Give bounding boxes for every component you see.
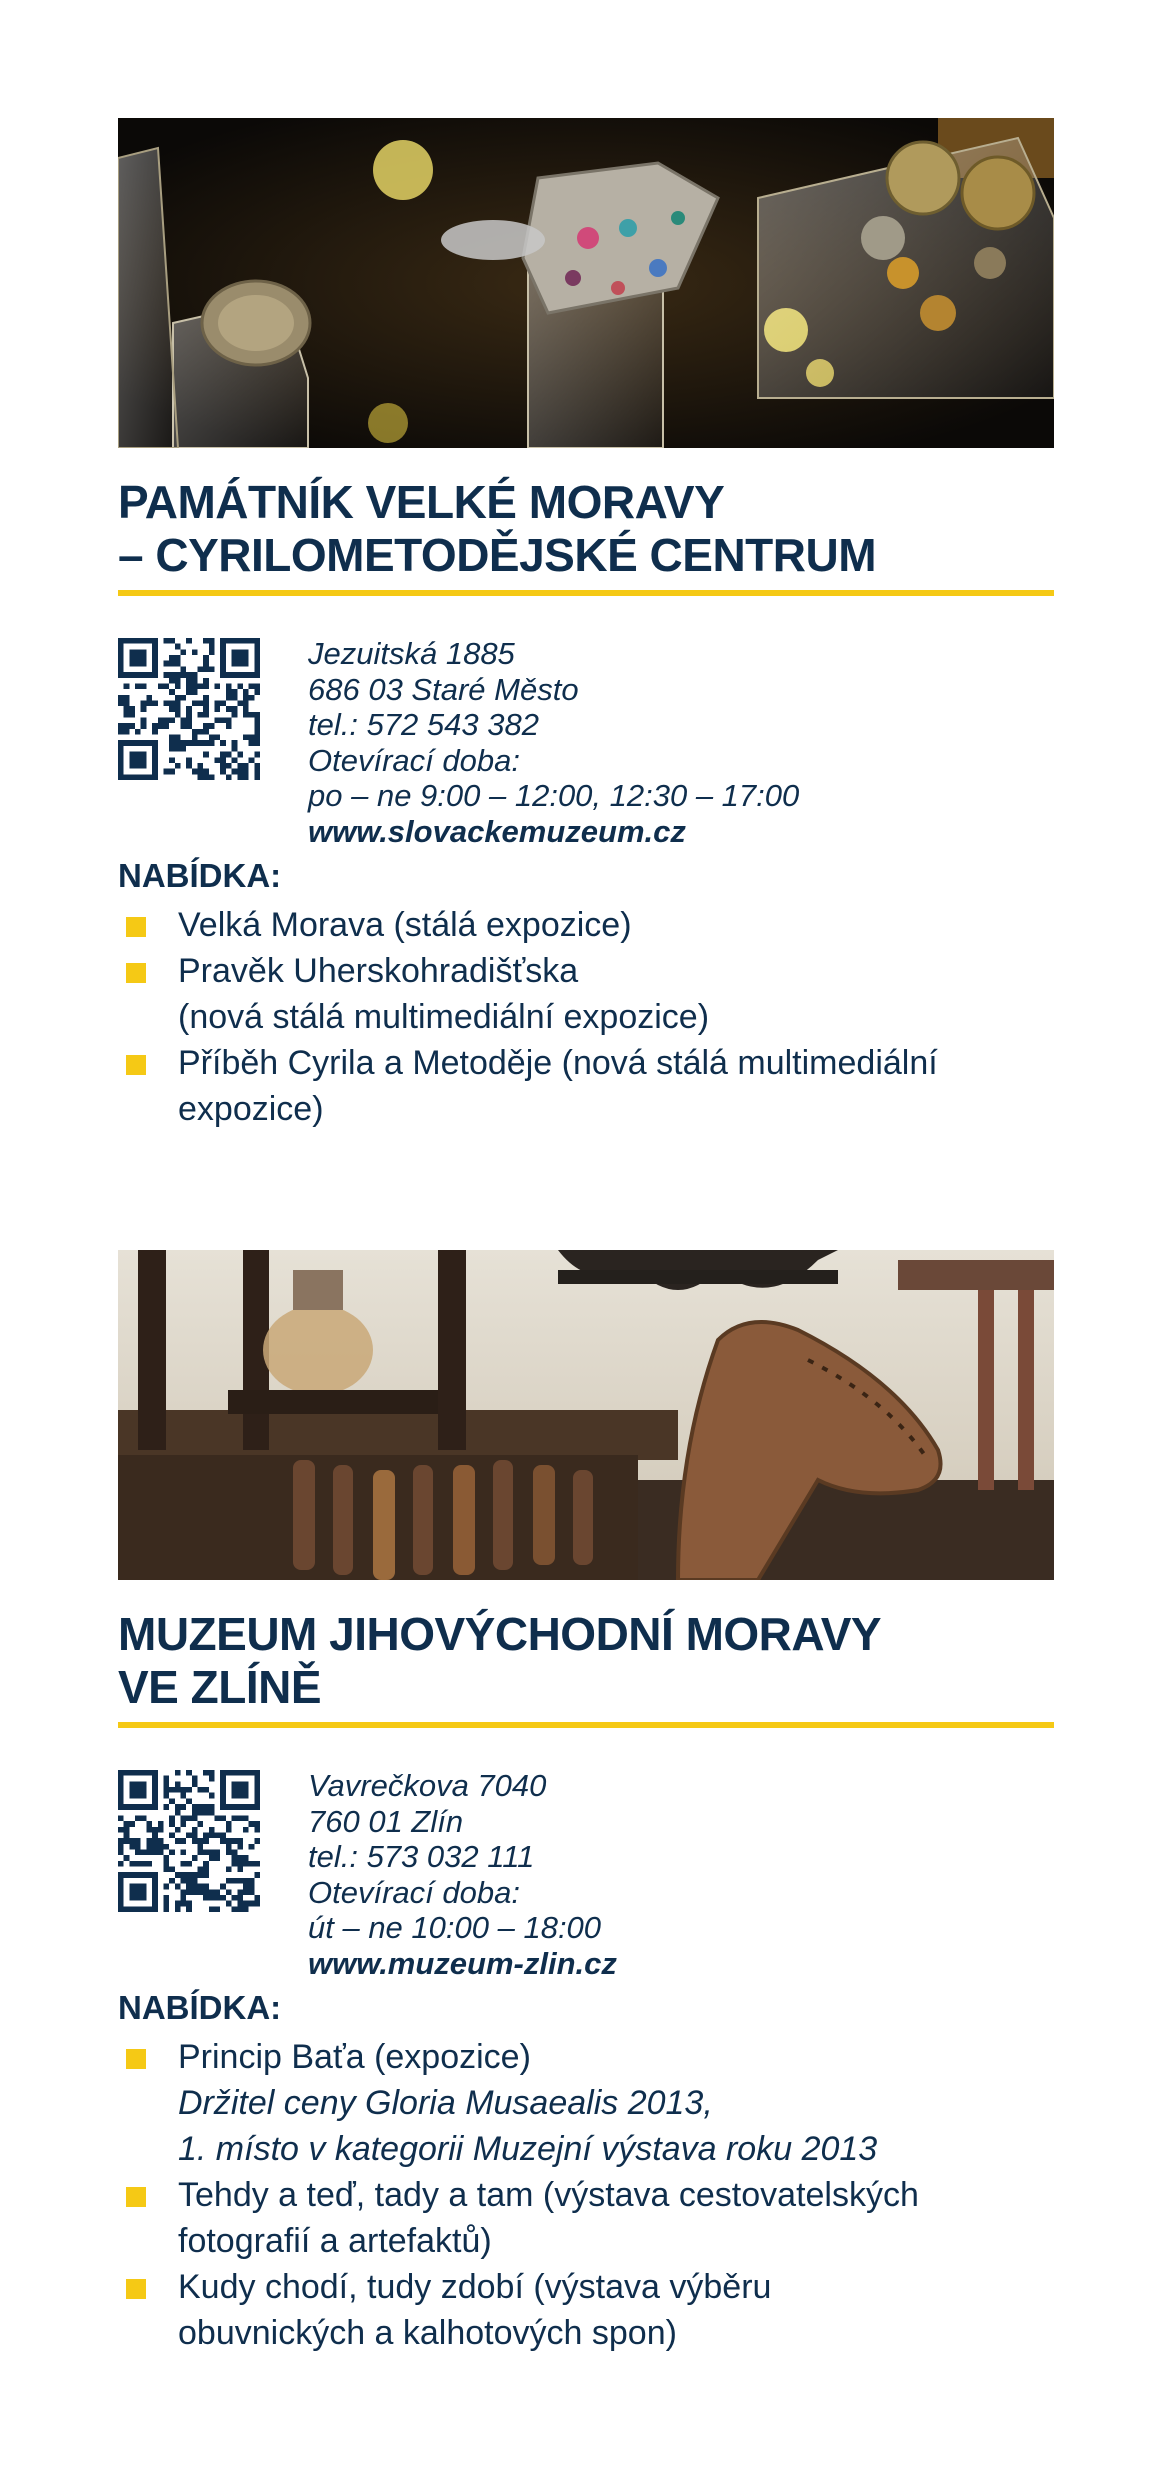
offer-list <box>118 2034 1054 2356</box>
address-block <box>308 1768 1048 1981</box>
offer-item <box>118 2034 1054 2172</box>
museum-title <box>118 1608 1054 1714</box>
offer-line: (nová stálá multimediální expozice) <box>178 998 710 1036</box>
phone-number: tel.: 573 032 111 <box>308 1839 535 1874</box>
shoemaker-workshop-photo <box>118 1250 1054 1580</box>
offer-item <box>118 2172 1054 2264</box>
website-link[interactable]: www.slovackemuzeum.cz <box>308 813 686 849</box>
museum-title-line-2: VE ZLÍNĚ <box>118 1661 322 1713</box>
qr-code-icon <box>118 1770 260 1912</box>
offer-line: Příběh Cyrila a Metoděje (nová stálá multimediální <box>178 1044 938 1082</box>
offer-award-note: Držitel ceny Gloria Musaealis 2013, <box>178 2084 713 2122</box>
bullet-square-icon <box>126 2049 146 2069</box>
bullet-square-icon <box>126 1055 146 1075</box>
offer-item <box>118 902 1054 948</box>
offer-award-note: 1. místo v kategorii Muzejní výstava roku 2013 <box>178 2130 878 2168</box>
offer-line: expozice) <box>178 1090 324 1128</box>
museum-section-zlin <box>118 1250 1054 2356</box>
title-underline <box>118 590 1054 596</box>
contact-block <box>118 636 1054 856</box>
opening-hours-label: Otevírací doba: <box>308 1874 520 1910</box>
bullet-square-icon <box>126 963 146 983</box>
offer-line: Princip Baťa (expozice) <box>178 2038 531 2076</box>
offer-line: Velká Morava (stálá expozice) <box>178 906 632 944</box>
address-city: 760 01 Zlín <box>308 1803 464 1839</box>
bullet-square-icon <box>126 2187 146 2207</box>
qr-code-icon <box>118 638 260 780</box>
offer-item <box>118 2264 1054 2356</box>
opening-hours: út – ne 10:00 – 18:00 <box>308 1910 602 1945</box>
website-link[interactable]: www.muzeum-zlin.cz <box>308 1945 617 1981</box>
title-underline <box>118 1722 1054 1728</box>
offer-line: Kudy chodí, tudy zdobí (výstava výběru <box>178 2268 772 2306</box>
address-block <box>308 636 1048 849</box>
contact-block <box>118 1768 1054 1988</box>
offer-line: obuvnických a kalhotových spon) <box>178 2314 677 2352</box>
offer-line: Tehdy a teď, tady a tam (výstava cestovatelských <box>178 2176 919 2214</box>
bullet-square-icon <box>126 2279 146 2299</box>
phone-number: tel.: 572 543 382 <box>308 707 539 742</box>
museum-title-line-1: PAMÁTNÍK VELKÉ MORAVY <box>118 476 725 528</box>
offer-line: Pravěk Uherskohradišťska <box>178 952 579 990</box>
offer-line: fotografií a artefaktů) <box>178 2222 492 2260</box>
museum-title <box>118 476 1054 582</box>
address-street: Jezuitská 1885 <box>308 636 515 671</box>
address-city: 686 03 Staré Město <box>308 671 579 707</box>
museum-section-velka-morava <box>118 118 1054 1132</box>
jewelry-display-photo <box>118 118 1054 448</box>
opening-hours: po – ne 9:00 – 12:00, 12:30 – 17:00 <box>308 778 800 813</box>
museum-title-line-2: – CYRILOMETODĚJSKÉ CENTRUM <box>118 529 877 581</box>
opening-hours-label: Otevírací doba: <box>308 742 520 778</box>
offer-heading: NABÍDKA: <box>118 857 282 894</box>
offer-item <box>118 1040 1054 1132</box>
offer-heading: NABÍDKA: <box>118 1989 282 2026</box>
offer-item <box>118 948 1054 1040</box>
museum-title-line-1: MUZEUM JIHOVÝCHODNÍ MORAVY <box>118 1608 882 1660</box>
bullet-square-icon <box>126 917 146 937</box>
address-street: Vavrečkova 7040 <box>308 1768 547 1803</box>
offer-list <box>118 902 1054 1132</box>
